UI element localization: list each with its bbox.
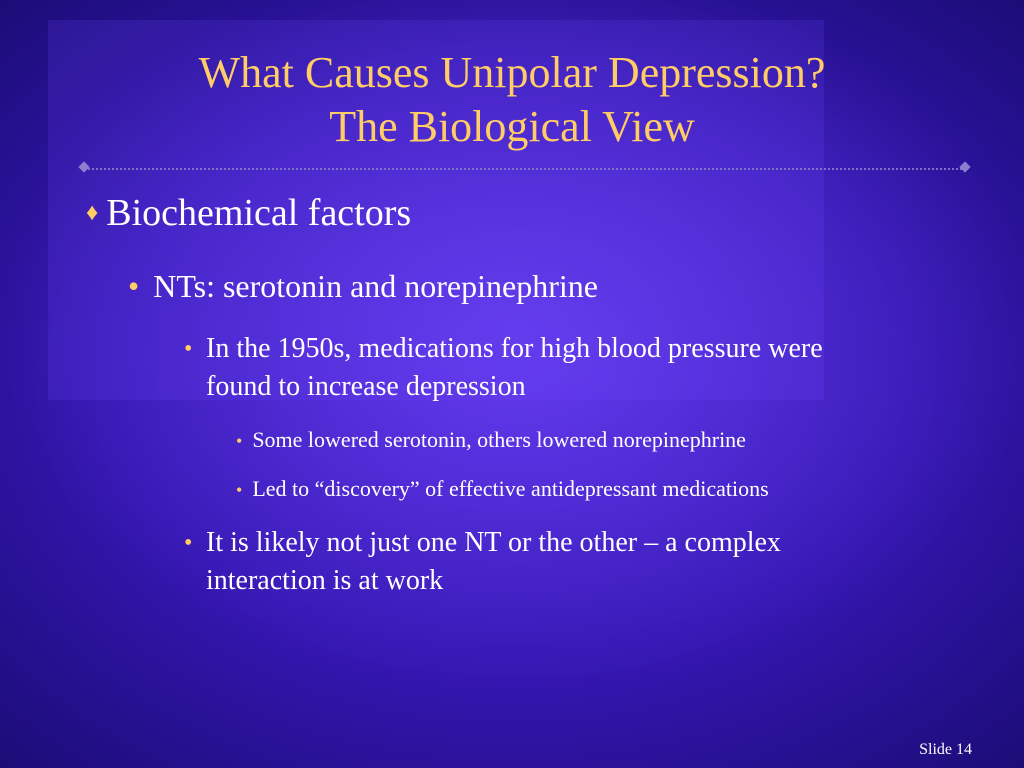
bullet-text: NTs: serotonin and norepinephrine bbox=[153, 268, 598, 304]
dot-bullet-icon: • bbox=[184, 530, 193, 556]
bullet-text-line-1: It is likely not just one NT or the other – a complex bbox=[206, 527, 781, 558]
dot-bullet-icon: • bbox=[236, 431, 243, 451]
dot-bullet-icon: • bbox=[184, 336, 193, 362]
dot-bullet-icon: • bbox=[236, 480, 243, 500]
bullet-text-line-1: In the 1950s, medications for high blood pressure were bbox=[206, 333, 823, 364]
diamond-bullet-icon: ♦ bbox=[86, 200, 99, 226]
bullet-text: Led to “discovery” of effective antidepressant medications bbox=[252, 476, 769, 501]
divider-right-diamond-icon bbox=[959, 161, 970, 172]
bullet-1950s-medications bbox=[184, 330, 823, 406]
bullet-biochemical-factors bbox=[86, 190, 411, 241]
bullet-text-line-2: found to increase depression bbox=[206, 371, 526, 402]
slide-number: Slide 14 bbox=[919, 741, 972, 758]
bullet-text: Some lowered serotonin, others lowered norepinephrine bbox=[252, 427, 746, 452]
title-line-2: The Biological View bbox=[329, 102, 695, 151]
bullet-text-line-2: interaction is at work bbox=[206, 565, 444, 596]
title-divider bbox=[84, 168, 966, 170]
title-line-1: What Causes Unipolar Depression? bbox=[198, 48, 826, 97]
bullet-lowered-serotonin bbox=[236, 426, 746, 455]
bullet-led-to-discovery bbox=[236, 475, 769, 504]
dot-bullet-icon: • bbox=[128, 268, 140, 304]
bullet-complex-interaction bbox=[184, 524, 781, 600]
slide-title bbox=[0, 46, 1024, 154]
bullet-nts bbox=[128, 266, 598, 306]
bullet-text: Biochemical factors bbox=[106, 192, 412, 234]
